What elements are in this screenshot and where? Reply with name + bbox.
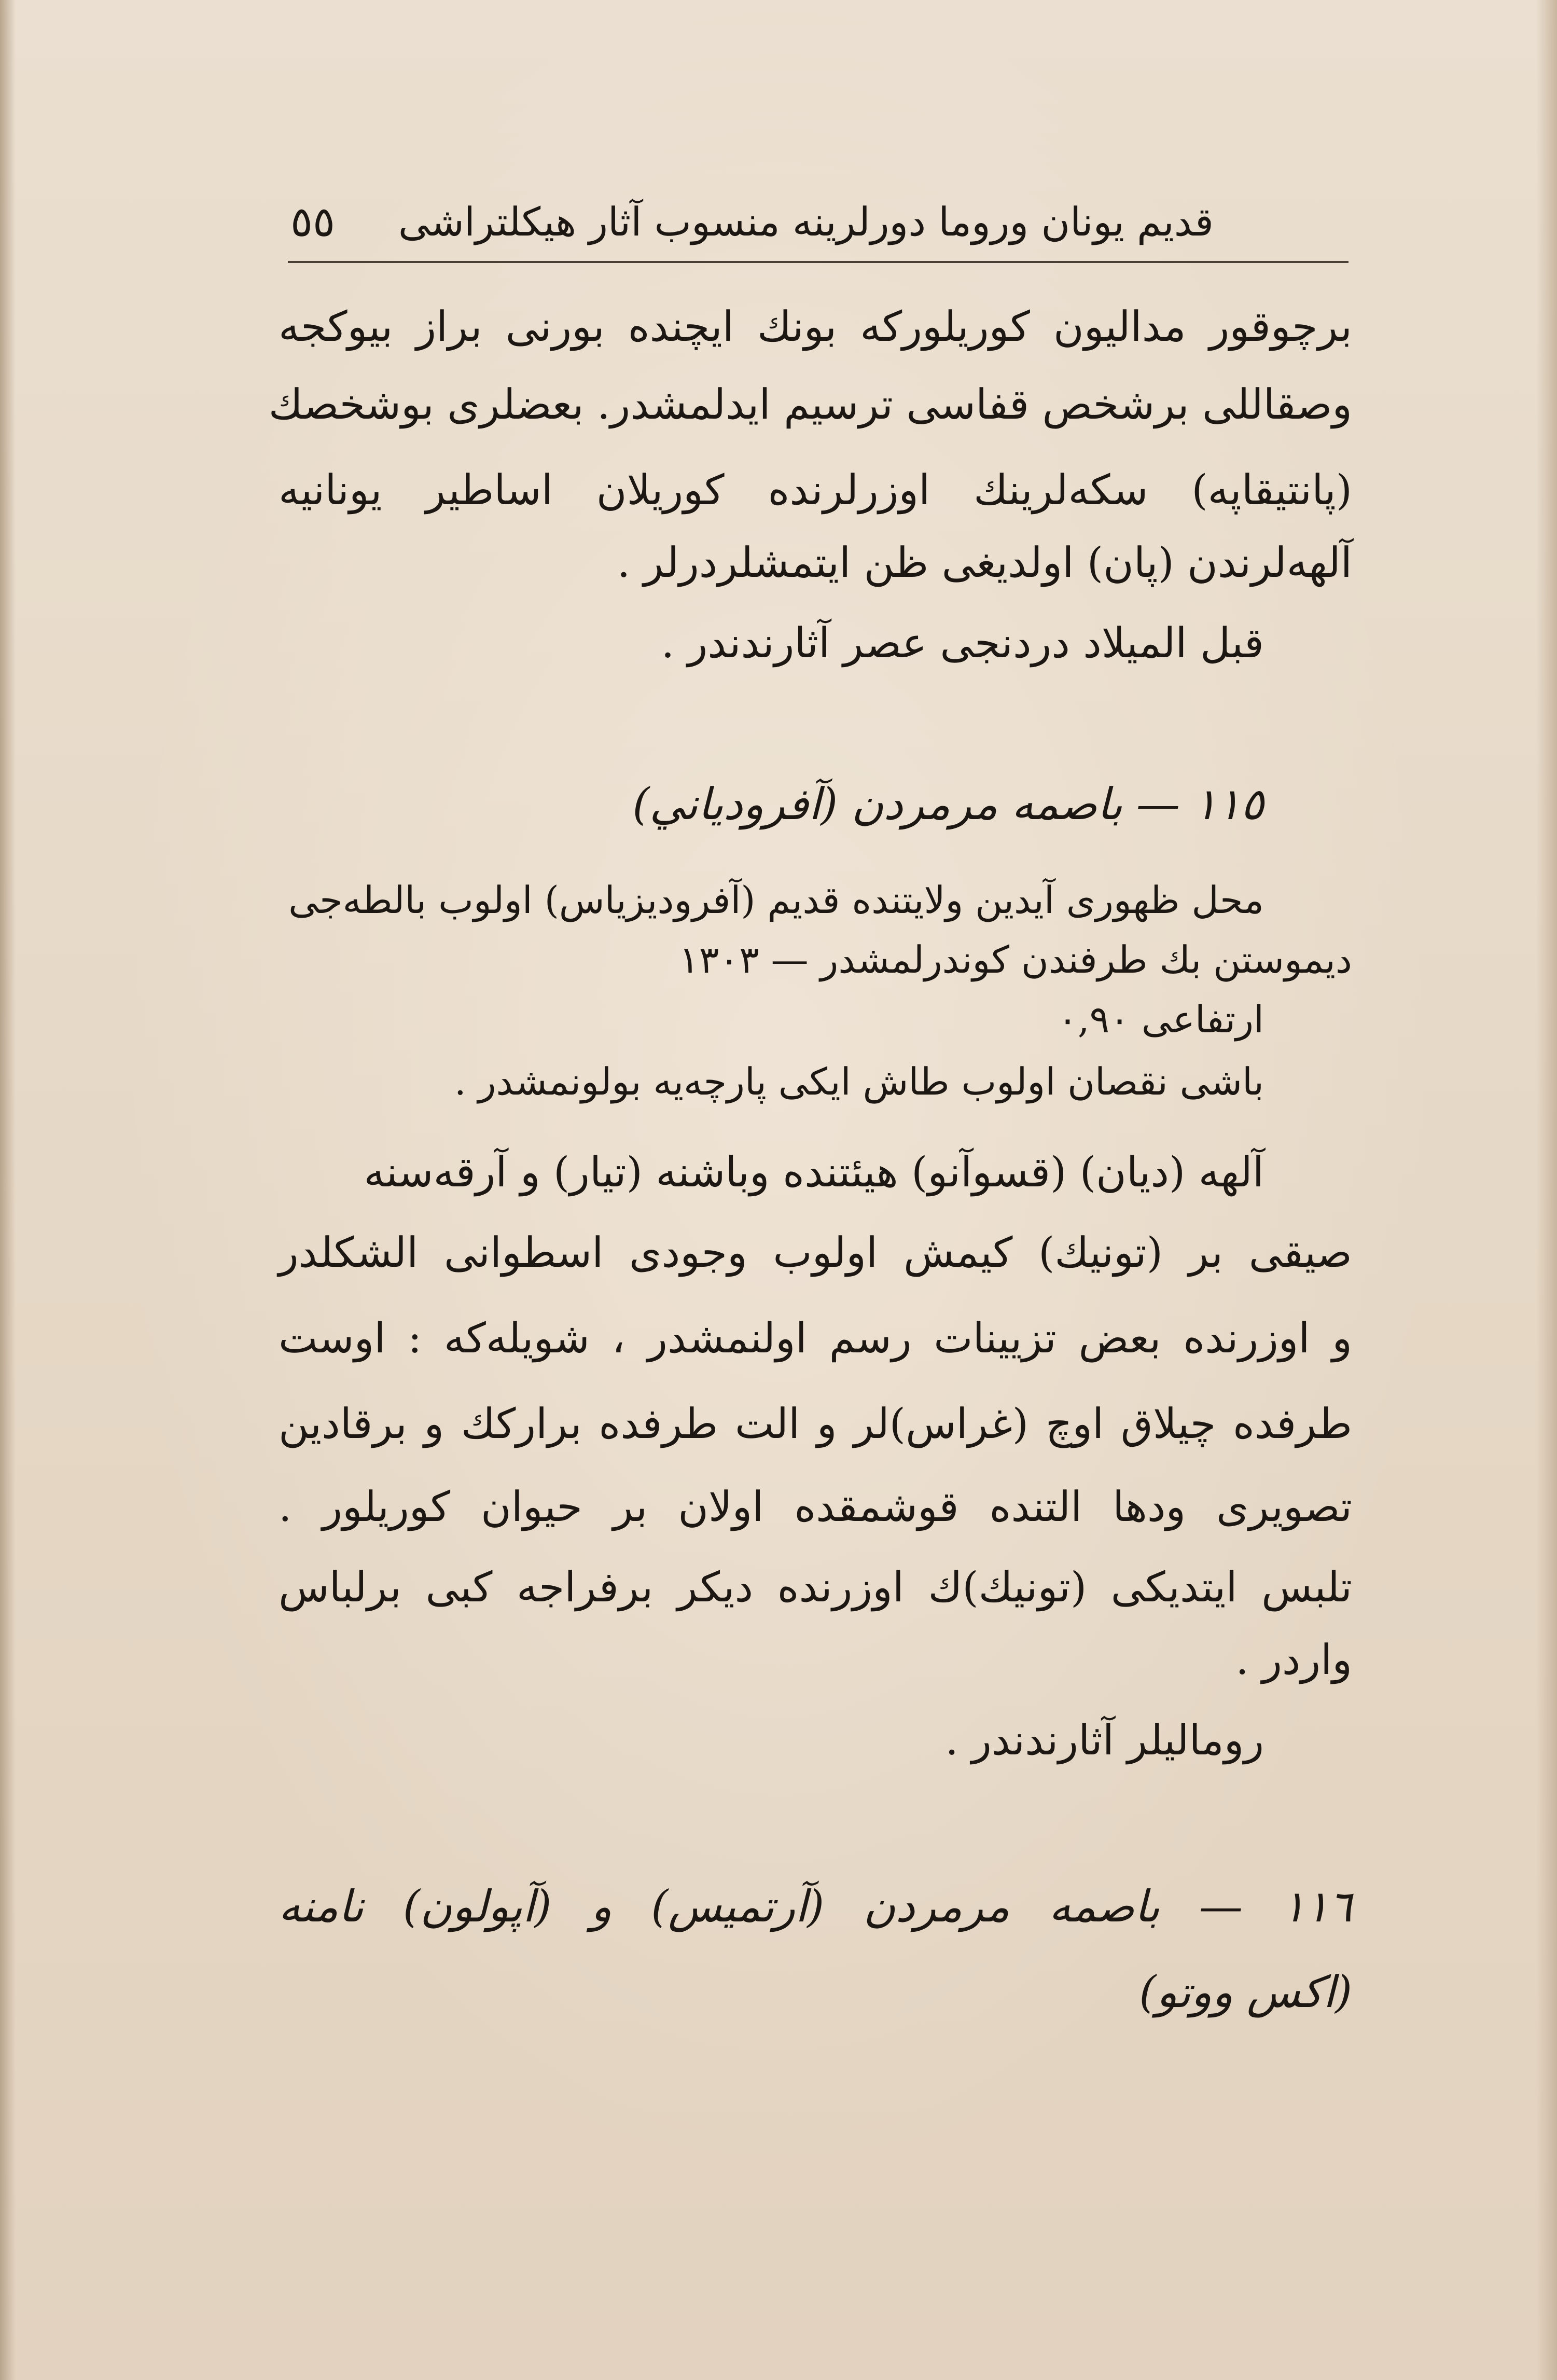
page-number: ٥٥ (290, 198, 335, 246)
running-title: قديم يونان وروما دورلرينه منسوب آثار هيكلتراشى (398, 199, 1214, 245)
text-line: صيقى بر (تونيك) كيمش اولوب وجودى اسطوانى الشكلدر (279, 1228, 1352, 1277)
text-line: وصقاللى برشخص قفاسى ترسيم ايدلمشدر. بعضلرى بوشخصك (268, 380, 1352, 428)
item-heading-116: ١١٦ — باصمه مرمردن (آرتميس) و (آپولون) نامنه (279, 1881, 1352, 1932)
period-note: روماليلر آثارندندر . (945, 1716, 1264, 1764)
page-edge-shadow (0, 0, 16, 2380)
period-note: قبل الميلاد دردنجى عصر آثارندندر . (661, 619, 1264, 667)
text-line: واردر . (1235, 1636, 1352, 1684)
text-line: برچوقور مداليون كوريلوركه بونك ايچنده بورنى براز بيوكجه (279, 302, 1352, 351)
text-line: تصويرى ودها التنده قوشمقده اولان بر حيوان كوريلور . (279, 1483, 1352, 1531)
text-line: طرفده چيلاق اوچ (غراس)لر و الت طرفده براركك و برقادين (279, 1400, 1352, 1448)
text-line: آلهه‌لرندن (پان) اولديغى ظن ايتمشلردرلر . (617, 538, 1352, 587)
provenance-line: ديموستن بك طرفندن كوندرلمشدر — ١٣٠٣ (679, 938, 1352, 981)
header-rule (288, 261, 1349, 263)
text-line: آلهه (ديان) (قسوآنو) هيئتنده وباشنه (تيار) و آرقه‌سنه (364, 1148, 1264, 1196)
text-line: تلبس ايتديكى (تونيك)ك اوزرنده ديكر برفراجه كبى برلباس (279, 1563, 1352, 1611)
height-line: ارتفاعى ٠,٩٠ (1058, 998, 1264, 1041)
page-edge-shadow (1536, 0, 1557, 2380)
condition-line: باشى نقصان اولوب طاش ايكى پارچه‌يه بولونمشدر . (454, 1060, 1264, 1103)
text-line: (پانتيقاپه) سكه‌لرينك اوزرلرنده كوريلان اساطير يونانيه (279, 466, 1352, 514)
item-heading-116-cont: (اكس ووتو) (1139, 1967, 1352, 2017)
running-header (290, 191, 1214, 261)
item-heading-115: ١١٥ — باصمه مرمردن (آفرودياني) (632, 779, 1264, 829)
provenance-line: محل ظهورى آيدين ولايتنده قديم (آفروديزياس) اولوب بالطه‌جى (288, 878, 1264, 922)
text-line: و اوزرنده بعض تزيينات رسم اولنمشدر ، شويله‌كه : اوست (279, 1314, 1352, 1362)
